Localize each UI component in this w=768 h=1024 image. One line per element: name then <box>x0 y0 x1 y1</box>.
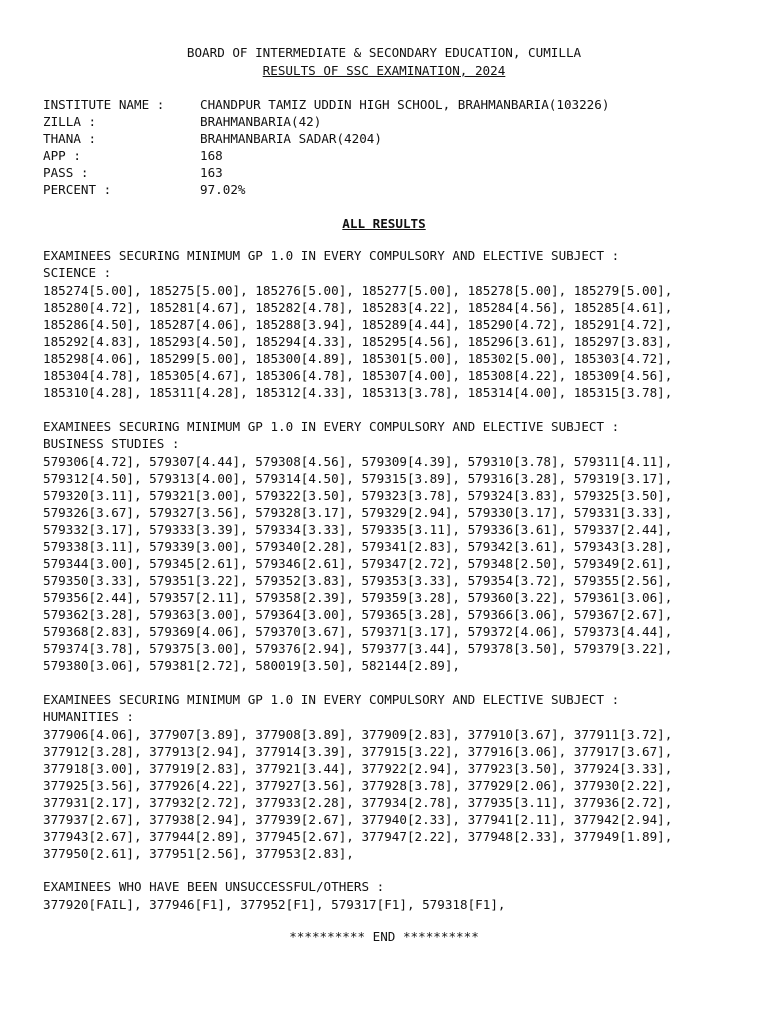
result-line: 185304[4.78], 185305[4.67], 185306[4.78], 185307[4.00], 185308[4.22], 185309[4.56], <box>43 368 673 383</box>
result-line: 185292[4.83], 185293[4.50], 185294[4.33], 185295[4.56], 185296[3.61], 185297[3.83], <box>43 334 673 349</box>
group-label-humanities: HUMANITIES : <box>43 709 134 724</box>
result-line: 185274[5.00], 185275[5.00], 185276[5.00], 185277[5.00], 185278[5.00], 185279[5.00], <box>43 283 673 298</box>
result-line: 377943[2.67], 377944[2.89], 377945[2.67], 377947[2.22], 377948[2.33], 377949[1.89], <box>43 829 673 844</box>
pass-value: 163 <box>200 165 223 180</box>
result-line: 579338[3.11], 579339[3.00], 579340[2.28], 579341[2.83], 579342[3.61], 579343[3.28], <box>43 539 673 554</box>
result-line: 185310[4.28], 185311[4.28], 185312[4.33], 185313[3.78], 185314[4.00], 185315[3.78], <box>43 385 673 400</box>
end-marker: ********** END ********** <box>289 929 479 944</box>
all-results-heading: ALL RESULTS <box>342 216 426 231</box>
result-line: 579312[4.50], 579313[4.00], 579314[4.50], 579315[3.89], 579316[3.28], 579319[3.17], <box>43 471 673 486</box>
group-label-science: SCIENCE : <box>43 265 112 280</box>
result-line: 377931[2.17], 377932[2.72], 377933[2.28], 377934[2.78], 377935[3.11], 377936[2.72], <box>43 795 673 810</box>
result-line: 185298[4.06], 185299[5.00], 185300[4.89], 185301[5.00], 185302[5.00], 185303[4.72], <box>43 351 673 366</box>
result-line: 377950[2.61], 377951[2.56], 377953[2.83], <box>43 846 354 861</box>
zilla-label: ZILLA : <box>43 114 97 129</box>
percent-value: 97.02% <box>200 182 246 197</box>
result-line: 579344[3.00], 579345[2.61], 579346[2.61], 579347[2.72], 579348[2.50], 579349[2.61], <box>43 556 673 571</box>
result-line: 579362[3.28], 579363[3.00], 579364[3.00], 579365[3.28], 579366[3.06], 579367[2.67], <box>43 607 673 622</box>
result-line: 579368[2.83], 579369[4.06], 579370[3.67], 579371[3.17], 579372[4.06], 579373[4.44], <box>43 624 673 639</box>
pass-label: PASS : <box>43 165 89 180</box>
result-line: 377912[3.28], 377913[2.94], 377914[3.39], 377915[3.22], 377916[3.06], 377917[3.67], <box>43 744 673 759</box>
group-label-business: BUSINESS STUDIES : <box>43 436 180 451</box>
board-title: BOARD OF INTERMEDIATE & SECONDARY EDUCATION, CUMILLA <box>186 45 582 60</box>
result-line: 579356[2.44], 579357[2.11], 579358[2.39], 579359[3.28], 579360[3.22], 579361[3.06], <box>43 590 673 605</box>
result-line: 185286[4.50], 185287[4.06], 185288[3.94], 185289[4.44], 185290[4.72], 185291[4.72], <box>43 317 673 332</box>
section-heading: EXAMINEES SECURING MINIMUM GP 1.0 IN EVERY COMPULSORY AND ELECTIVE SUBJECT : <box>43 248 620 263</box>
result-line: 579380[3.06], 579381[2.72], 580019[3.50], 582144[2.89], <box>43 658 461 673</box>
result-line: 377925[3.56], 377926[4.22], 377927[3.56], 377928[3.78], 377929[2.06], 377930[2.22], <box>43 778 673 793</box>
app-value: 168 <box>200 148 223 163</box>
result-line: 377937[2.67], 377938[2.94], 377939[2.67], 377940[2.33], 377941[2.11], 377942[2.94], <box>43 812 673 827</box>
percent-label: PERCENT : <box>43 182 112 197</box>
result-line: 579320[3.11], 579321[3.00], 579322[3.50], 579323[3.78], 579324[3.83], 579325[3.50], <box>43 488 673 503</box>
zilla-value: BRAHMANBARIA(42) <box>200 114 322 129</box>
result-line: 377918[3.00], 377919[2.83], 377921[3.44], 377922[2.94], 377923[3.50], 377924[3.33], <box>43 761 673 776</box>
section-heading: EXAMINEES SECURING MINIMUM GP 1.0 IN EVERY COMPULSORY AND ELECTIVE SUBJECT : <box>43 692 620 707</box>
section-heading: EXAMINEES SECURING MINIMUM GP 1.0 IN EVERY COMPULSORY AND ELECTIVE SUBJECT : <box>43 419 620 434</box>
app-label: APP : <box>43 148 81 163</box>
result-line: 579374[3.78], 579375[3.00], 579376[2.94], 579377[3.44], 579378[3.50], 579379[3.22], <box>43 641 673 656</box>
result-line: 579326[3.67], 579327[3.56], 579328[3.17], 579329[2.94], 579330[3.17], 579331[3.33], <box>43 505 673 520</box>
thana-label: THANA : <box>43 131 97 146</box>
result-line: 185280[4.72], 185281[4.67], 185282[4.78], 185283[4.22], 185284[4.56], 185285[4.61], <box>43 300 673 315</box>
result-line: 377920[FAIL], 377946[F1], 377952[F1], 579317[F1], 579318[F1], <box>43 897 506 912</box>
institute-value: CHANDPUR TAMIZ UDDIN HIGH SCHOOL, BRAHMANBARIA(103226) <box>200 97 610 112</box>
section-heading: EXAMINEES WHO HAVE BEEN UNSUCCESSFUL/OTHERS : <box>43 879 385 894</box>
result-line: 377906[4.06], 377907[3.89], 377908[3.89], 377909[2.83], 377910[3.67], 377911[3.72], <box>43 727 673 742</box>
result-line: 579306[4.72], 579307[4.44], 579308[4.56], 579309[4.39], 579310[3.78], 579311[4.11], <box>43 454 673 469</box>
result-line: 579350[3.33], 579351[3.22], 579352[3.83], 579353[3.33], 579354[3.72], 579355[2.56], <box>43 573 673 588</box>
exam-subtitle: RESULTS OF SSC EXAMINATION, 2024 <box>262 63 506 78</box>
thana-value: BRAHMANBARIA SADAR(4204) <box>200 131 382 146</box>
institute-label: INSTITUTE NAME : <box>43 97 165 112</box>
result-line: 579332[3.17], 579333[3.39], 579334[3.33], 579335[3.11], 579336[3.61], 579337[2.44], <box>43 522 673 537</box>
